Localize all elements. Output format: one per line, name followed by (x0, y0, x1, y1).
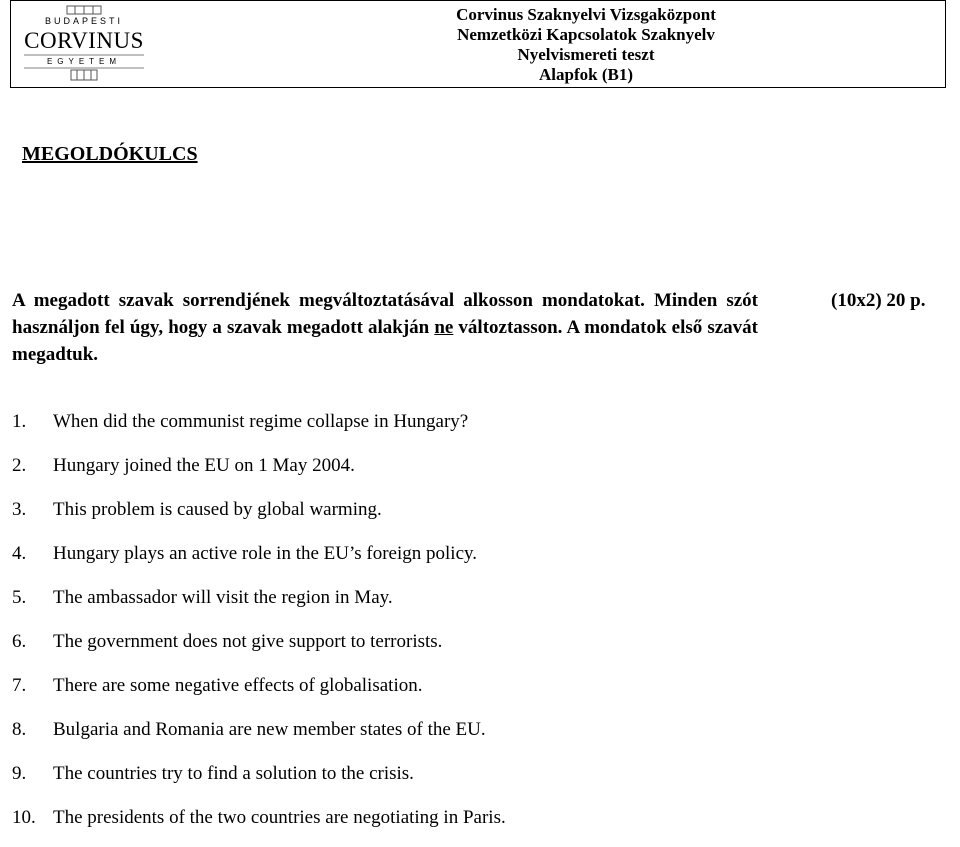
header-text (211, 5, 960, 85)
header-line-2: Nemzetközi Kapcsolatok Szaknyelv (457, 25, 715, 44)
document-header (10, 0, 946, 88)
answer-number: 10. (12, 807, 36, 828)
answer-number: 2. (12, 455, 27, 476)
task-instructions (12, 287, 758, 368)
answer-number: 7. (12, 675, 27, 696)
page-title: MEGOLDÓKULCS (22, 143, 198, 165)
answer-item (12, 803, 912, 847)
logo-brand: CORVINUS (24, 28, 144, 53)
answer-item (12, 583, 912, 627)
answer-number: 3. (12, 499, 27, 520)
answer-text: The government does not give support to terrorists. (53, 631, 443, 652)
answer-list (12, 407, 912, 847)
task-points: (10x2) 20 p. (831, 290, 926, 311)
answer-item (12, 539, 912, 583)
instruction-text-2: változtasson. A mondatok első szavát megadtuk. (12, 317, 758, 365)
answer-item (12, 715, 912, 759)
answer-text: This problem is caused by global warming. (53, 499, 382, 520)
instruction-emphasis: ne (434, 317, 454, 338)
answer-number: 8. (12, 719, 27, 740)
answer-number: 5. (12, 587, 27, 608)
instruction-text-1: A megadott szavak sorrendjének megváltoztatásával alkosson mondatokat. Minden szót használjon fel úgy, hogy a szavak megadott alakján (12, 290, 758, 338)
answer-item (12, 407, 912, 451)
answer-item (12, 759, 912, 803)
answer-text: Hungary plays an active role in the EU’s foreign policy. (53, 543, 478, 564)
answer-text: Bulgaria and Romania are new member states of the EU. (53, 719, 486, 740)
answer-text: The presidents of the two countries are negotiating in Paris. (53, 807, 506, 828)
header-line-3: Nyelvismereti teszt (517, 45, 655, 64)
answer-item (12, 627, 912, 671)
answer-number: 4. (12, 543, 27, 564)
answer-text: When did the communist regime collapse in Hungary? (53, 411, 469, 432)
answer-text: There are some negative effects of globalisation. (53, 675, 423, 696)
answer-number: 6. (12, 631, 27, 652)
answer-number: 9. (12, 763, 27, 784)
header-line-4: Alapfok (B1) (539, 65, 633, 84)
answer-number: 1. (12, 411, 27, 432)
logo-subtitle: EGYETEM (46, 57, 122, 66)
header-line-1: Corvinus Szaknyelvi Vizsgaközpont (456, 5, 716, 24)
answer-text: The ambassador will visit the region in May. (53, 587, 393, 608)
answer-item (12, 451, 912, 495)
logo-city: BUDAPESTI (44, 16, 123, 26)
answer-text: The countries try to find a solution to the crisis. (53, 763, 414, 784)
corvinus-logo (19, 4, 149, 84)
answer-text: Hungary joined the EU on 1 May 2004. (53, 455, 355, 476)
answer-item (12, 671, 912, 715)
answer-item (12, 495, 912, 539)
